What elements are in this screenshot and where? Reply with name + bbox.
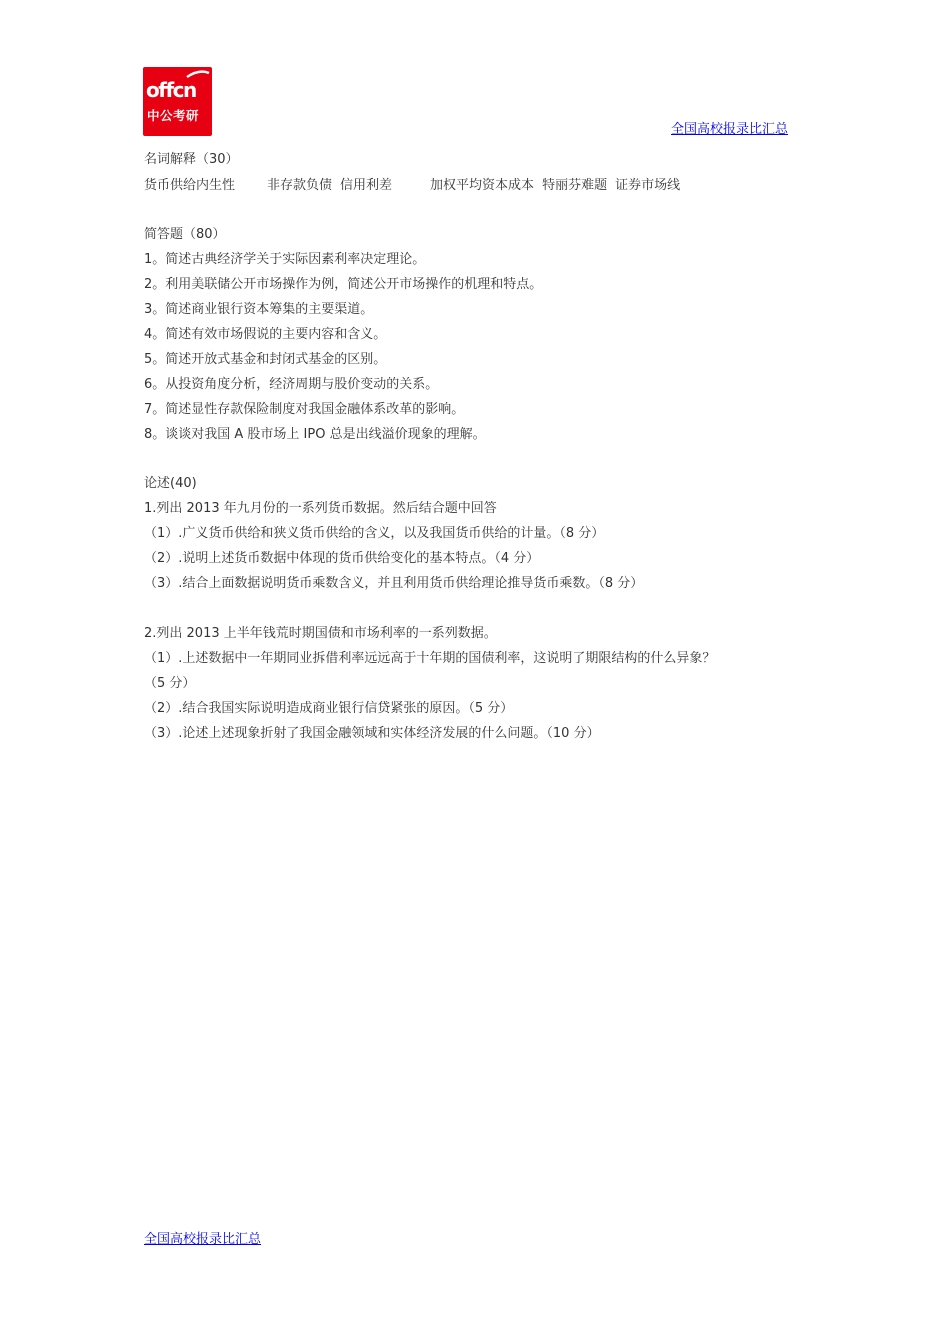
offcn-logo bbox=[143, 67, 212, 136]
term-item: 货币供给内生性 bbox=[144, 178, 236, 193]
short-question: 4。简述有效市场假说的主要内容和含义。 bbox=[144, 327, 387, 342]
footer-admission-ratio-link[interactable]: 全国高校报录比汇总 bbox=[144, 1232, 262, 1247]
terms-section-title: 名词解释（30） bbox=[144, 152, 239, 167]
essay-sub-question: （1）.广义货币供给和狭义货币供给的含义，以及我国货币供给的计量。（8 分） bbox=[144, 526, 605, 541]
essay-question-title: 1.列出 2013 年九月份的一系列货币数据。然后结合题中回答 bbox=[144, 501, 497, 516]
essay-question-title: 2.列出 2013 上半年钱荒时期国债和市场利率的一系列数据。 bbox=[144, 626, 497, 641]
essay-sub-question: （1）.上述数据中一年期同业拆借利率远远高于十年期的国债利率，这说明了期限结构的什么异象？ bbox=[144, 651, 716, 666]
short-question: 7。简述显性存款保险制度对我国金融体系改革的影响。 bbox=[144, 402, 465, 417]
short-question: 5。简述开放式基金和封闭式基金的区别。 bbox=[144, 352, 387, 367]
logo-subtitle: 中公考研 bbox=[147, 108, 200, 123]
essay-sub-question: （2）.结合我国实际说明造成商业银行信贷紧张的原因。（5 分） bbox=[144, 701, 514, 716]
essay-sub-question: （3）.论述上述现象折射了我国金融领域和实体经济发展的什么问题。（10 分） bbox=[144, 726, 600, 741]
terms-list bbox=[144, 177, 680, 195]
short-answer-section-title: 简答题（80） bbox=[144, 227, 226, 242]
essay-sub-question: （5 分） bbox=[144, 676, 196, 691]
short-question: 3。简述商业银行资本筹集的主要渠道。 bbox=[144, 302, 374, 317]
essay-sub-question: （3）.结合上面数据说明货币乘数含义，并且利用货币供给理论推导货币乘数。（8 分） bbox=[144, 576, 644, 591]
short-question: 1。简述古典经济学关于实际因素利率决定理论。 bbox=[144, 252, 426, 267]
essay-sub-question: （2）.说明上述货币数据中体现的货币供给变化的基本特点。（4 分） bbox=[144, 551, 540, 566]
short-question: 6。从投资角度分析，经济周期与股价变动的关系。 bbox=[144, 377, 439, 392]
logo-wordmark: offcn bbox=[146, 78, 196, 102]
term-item: 特丽芬难题 bbox=[542, 178, 608, 193]
term-item: 证券市场线 bbox=[615, 178, 681, 193]
short-question: 8。谈谈对我国 A 股市场上 IPO 总是出线溢价现象的理解。 bbox=[144, 427, 486, 442]
essay-section-title: 论述(40) bbox=[144, 476, 197, 491]
term-item: 信用利差 bbox=[340, 178, 393, 193]
short-question: 2。利用美联储公开市场操作为例，简述公开市场操作的机理和特点。 bbox=[144, 277, 543, 292]
header-admission-ratio-link[interactable]: 全国高校报录比汇总 bbox=[671, 122, 789, 137]
term-item: 加权平均资本成本 bbox=[430, 178, 535, 193]
term-item: 非存款负债 bbox=[267, 178, 333, 193]
